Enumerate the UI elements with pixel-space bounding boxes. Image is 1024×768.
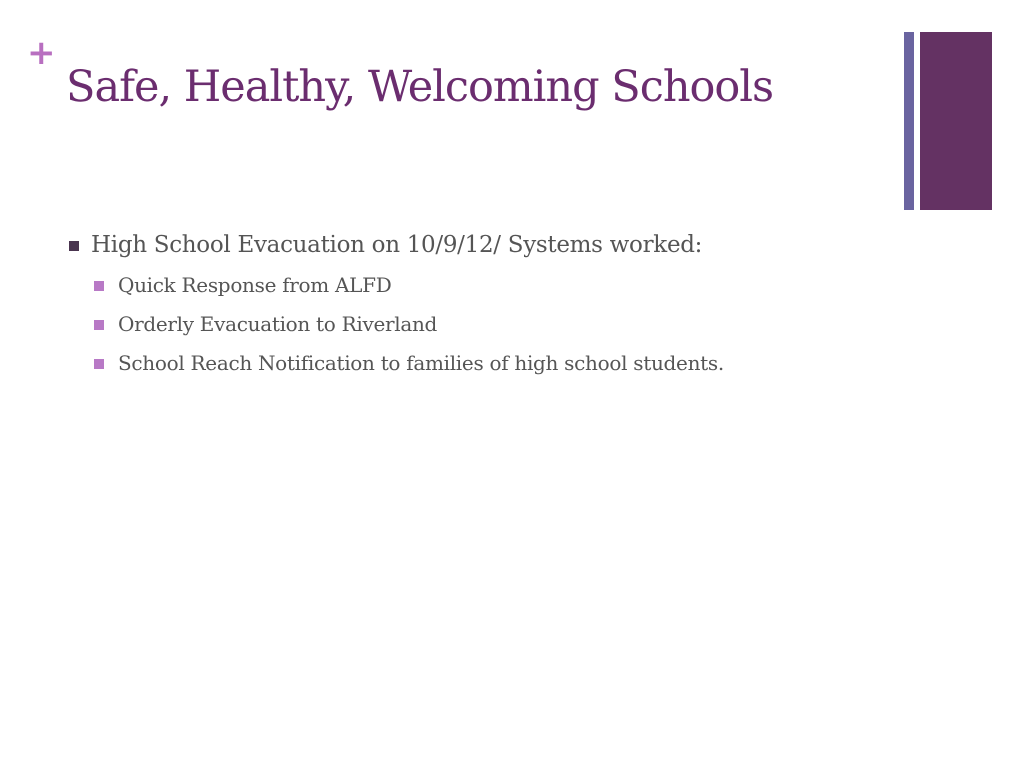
sub-bullet-item xyxy=(91,305,886,344)
square-bullet-icon xyxy=(94,359,104,369)
square-bullet-icon xyxy=(69,241,79,251)
bullet-list xyxy=(66,228,886,383)
sub-bullet-text: Orderly Evacuation to Riverland xyxy=(118,312,438,336)
decorative-bar-thin xyxy=(904,32,914,210)
decorative-bar-thick xyxy=(920,32,992,210)
bullet-item xyxy=(66,228,886,383)
sub-bullet-text: School Reach Notification to families of high school students. xyxy=(118,351,724,375)
sub-bullet-text: Quick Response from ALFD xyxy=(118,273,392,297)
plus-icon: + xyxy=(27,33,56,73)
bullet-text: High School Evacuation on 10/9/12/ Systems worked: xyxy=(91,232,703,258)
sub-bullet-item xyxy=(91,344,886,383)
sub-bullet-item xyxy=(91,266,886,305)
sub-bullet-list xyxy=(91,266,886,383)
square-bullet-icon xyxy=(94,281,104,291)
square-bullet-icon xyxy=(94,320,104,330)
slide-title: Safe, Healthy, Welcoming Schools xyxy=(66,62,774,112)
